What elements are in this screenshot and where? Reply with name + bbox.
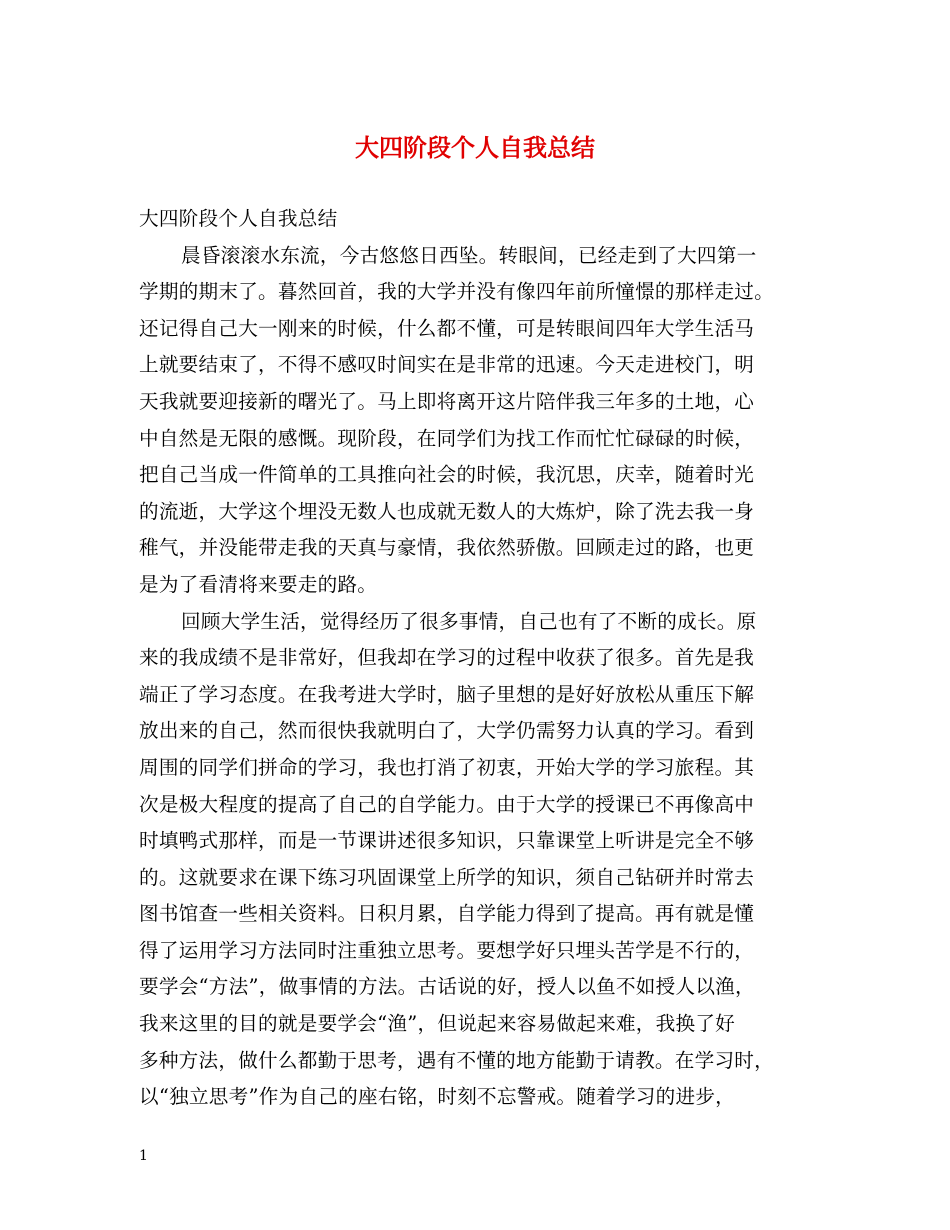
paragraph-1-line: 天我就要迎接新的曙光了。马上即将离开这片陪伴我三年多的土地，心: [139, 389, 755, 413]
paragraph-2-line: 得了运用学习方法同时注重独立思考。要想学好只埋头苦学是不行的，: [139, 938, 755, 962]
paragraph-2-line: 放出来的自己，然而很快我就明白了，大学仍需努力认真的学习。看到: [139, 719, 755, 743]
document-title: 大四阶段个人自我总结: [355, 133, 595, 162]
paragraph-2-line: 图书馆查一些相关资料。日积月累，自学能力得到了提高。再有就是懂: [139, 902, 755, 926]
paragraph-1-line: 是为了看清将来要走的路。: [139, 572, 378, 596]
paragraph-1-line: 稚气，并没能带走我的天真与豪情，我依然骄傲。回顾走过的路，也更: [139, 536, 755, 560]
paragraph-1-line: 还记得自己大一刚来的时候，什么都不懂，可是转眼间四年大学生活马: [139, 316, 755, 340]
document-body: [139, 201, 829, 1116]
body-subtitle-line: 大四阶段个人自我总结: [139, 207, 338, 230]
paragraph-1-line: 的流逝，大学这个埋没无数人也成就无数人的大炼炉，除了洗去我一身: [139, 499, 755, 523]
paragraph-2-line: 我来这里的目的就是要学会“渔”，但说起来容易做起来难，我换了好: [139, 1012, 736, 1036]
paragraph-1-line: 晨昏滚滚水东流，今古悠悠日西坠。转眼间，已经走到了大四第一: [181, 243, 757, 267]
paragraph-1-line: 中自然是无限的感慨。现阶段，在同学们为找工作而忙忙碌碌的时候，: [139, 426, 755, 450]
paragraph-1-line: 上就要结束了，不得不感叹时间实在是非常的迅速。今天走进校门，明: [139, 353, 755, 377]
paragraph-2-line: 端正了学习态度。在我考进大学时，脑子里想的是好好放松从重压下解: [139, 682, 755, 706]
paragraph-1-line: 学期的期末了。暮然回首，我的大学并没有像四年前所憧憬的那样走过。: [139, 280, 774, 304]
paragraph-2-line: 的。这就要求在课下练习巩固课堂上所学的知识，须自己钻研并时常去: [139, 865, 755, 889]
paragraph-2-line: 回顾大学生活，觉得经历了很多事情，自己也有了不断的成长。原: [181, 609, 757, 633]
paragraph-2-line: 时填鸭式那样，而是一节课讲述很多知识，只靠课堂上听讲是完全不够: [139, 829, 755, 853]
paragraph-2-line: 来的我成绩不是非常好，但我却在学习的过程中收获了很多。首先是我: [139, 646, 755, 670]
paragraph-1-line: 把自己当成一件简单的工具推向社会的时候，我沉思，庆幸，随着时光: [139, 463, 755, 487]
paragraph-2-line: 次是极大程度的提高了自己的自学能力。由于大学的授课已不再像高中: [139, 792, 755, 816]
page-number: 1: [139, 1148, 148, 1164]
paragraph-2-line: 周围的同学们拼命的学习，我也打消了初衷，开始大学的学习旅程。其: [139, 755, 755, 779]
paragraph-2-line: 要学会“方法”，做事情的方法。古话说的好，授人以鱼不如授人以渔，: [139, 975, 755, 999]
paragraph-2-line: 以“独立思考”作为自己的座右铭，时刻不忘警戒。随着学习的进步，: [139, 1085, 736, 1109]
paragraph-2-line: 多种方法，做什么都勤于思考，遇有不懂的地方能勤于请教。在学习时，: [139, 1048, 774, 1072]
